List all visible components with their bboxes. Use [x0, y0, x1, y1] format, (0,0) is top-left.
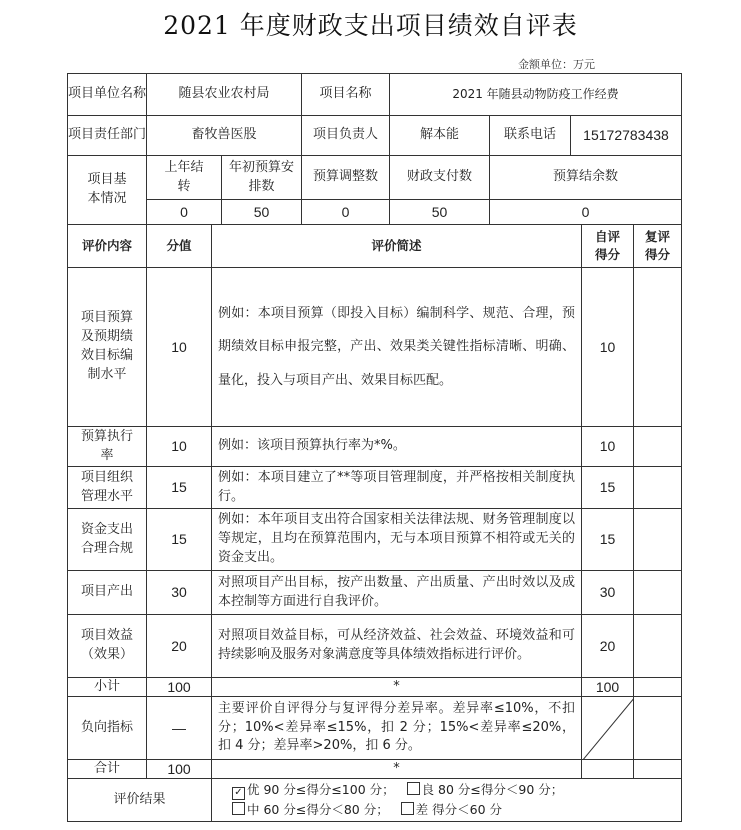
page-title: 2021 年度财政支出项目绩效自评表: [163, 11, 578, 40]
project-name-label: 项目名称: [301, 73, 390, 116]
basic-header-initial-budget: 年初预算安排数: [221, 155, 302, 200]
eval-row-summary: 例如：本项目建立了**等项目管理制度，并严格按相关制度执行。: [211, 466, 582, 509]
eval-row-summary: 对照项目效益目标，可从经济效益、社会效益、环境效益和可持续影响及服务对象满意度等具体绩效指标进行评价。: [211, 614, 582, 678]
basic-info-label: 项目基本情况: [67, 155, 147, 225]
eval-row-score: 10: [146, 426, 212, 467]
eval-row-summary: 例如：本项目预算（即投入目标）编制科学、规范、合理，预期绩效目标申报完整，产出、效果类关键性指标清晰、明确、量化，投入与项目产出、效果目标匹配。: [211, 267, 582, 427]
good-checkbox[interactable]: [407, 782, 420, 795]
eval-row-score: 20: [146, 614, 212, 678]
amount-unit-label: 金额单位：万元: [518, 58, 595, 71]
basic-value-carryover: 0: [146, 199, 222, 225]
result-good: 良 80 分≤得分＜90 分；: [421, 782, 564, 797]
eval-row-self-score: 20: [581, 614, 634, 678]
eval-row-content: 项目产出: [67, 570, 147, 615]
total-self-score: [581, 759, 634, 779]
negative-indicator-review-score: [633, 696, 682, 760]
eval-header-content: 评价内容: [67, 224, 147, 268]
project-unit-value: 随县农业农村局: [146, 73, 302, 116]
contact-phone-value: 15172783438: [570, 115, 682, 156]
result-excellent: 优 90 分≤得分≤100 分；: [247, 782, 395, 797]
eval-row-self-score: 15: [581, 466, 634, 509]
eval-header-review-score: 复评得分: [633, 224, 682, 268]
total-summary: *: [211, 759, 582, 779]
result-label: 评价结果: [67, 778, 212, 822]
eval-header-score: 分值: [146, 224, 212, 268]
eval-header-self-score: 自评得分: [581, 224, 634, 268]
diagonal-slash: [582, 697, 634, 760]
result-options: [211, 778, 682, 822]
project-name-value: 2021 年随县动物防疫工作经费: [389, 73, 682, 116]
medium-checkbox[interactable]: [232, 802, 245, 815]
project-unit-label: 项目单位名称: [67, 73, 147, 116]
subtotal-self-score: 100: [581, 677, 634, 697]
project-leader-label: 项目负责人: [301, 115, 390, 156]
total-label: 合计: [67, 759, 147, 779]
eval-row-review-score: [633, 508, 682, 571]
basic-value-adjustment: 0: [301, 199, 390, 225]
subtotal-label: 小计: [67, 677, 147, 697]
eval-row-content: 项目预算及预期绩效目标编制水平: [67, 267, 147, 427]
eval-row-self-score: 10: [581, 267, 634, 427]
project-leader-value: 解本能: [389, 115, 490, 156]
basic-header-balance: 预算结余数: [489, 155, 682, 200]
basic-header-paid: 财政支付数: [389, 155, 490, 200]
negative-indicator-label: 负向指标: [67, 696, 147, 760]
eval-row-review-score: [633, 267, 682, 427]
eval-row-self-score: 30: [581, 570, 634, 615]
total-score: 100: [146, 759, 212, 779]
negative-indicator-score: —: [146, 696, 212, 760]
negative-indicator-summary: 主要评价自评得分与复评得分差异率。差异率≤10%，不扣分；10%<差异率≤15%，扣 2 分；15%<差异率≤20%，扣 4 分；差异率>20%，扣 6 分。: [211, 696, 582, 760]
eval-row-content: 项目组织管理水平: [67, 466, 147, 509]
eval-row-content: 项目效益（效果）: [67, 614, 147, 678]
eval-row-summary: 对照项目产出目标，按产出数量、产出质量、产出时效以及成本控制等方面进行自我评价。: [211, 570, 582, 615]
eval-row-score: 15: [146, 508, 212, 571]
eval-row-review-score: [633, 570, 682, 615]
eval-row-self-score: 10: [581, 426, 634, 467]
negative-indicator-self-score: [581, 696, 634, 760]
basic-header-carryover: 上年结转: [146, 155, 222, 200]
subtotal-score: 100: [146, 677, 212, 697]
basic-value-balance: 0: [489, 199, 682, 225]
basic-header-adjustment: 预算调整数: [301, 155, 390, 200]
eval-row-score: 15: [146, 466, 212, 509]
eval-row-content: 预算执行率: [67, 426, 147, 467]
contact-phone-label: 联系电话: [489, 115, 571, 156]
eval-row-summary: 例如：本年项目支出符合国家相关法律法规、财务管理制度以等规定，且均在预算范围内，无与本项目预算不相符或无关的资金支出。: [211, 508, 582, 571]
subtotal-summary: *: [211, 677, 582, 697]
eval-row-review-score: [633, 426, 682, 467]
eval-header-summary: 评价简述: [211, 224, 582, 268]
basic-value-paid: 50: [389, 199, 490, 225]
basic-value-initial-budget: 50: [221, 199, 302, 225]
eval-row-score: 30: [146, 570, 212, 615]
eval-row-review-score: [633, 466, 682, 509]
responsible-dept-value: 畜牧兽医股: [146, 115, 302, 156]
poor-checkbox[interactable]: [401, 802, 414, 815]
result-poor: 差 得分＜60 分: [415, 802, 502, 817]
subtotal-review-score: [633, 677, 682, 697]
eval-row-score: 10: [146, 267, 212, 427]
excellent-checkbox[interactable]: ✓: [232, 787, 245, 800]
responsible-dept-label: 项目责任部门: [67, 115, 147, 156]
eval-row-content: 资金支出合理合规: [67, 508, 147, 571]
result-medium: 中 60 分≤得分＜80 分；: [247, 802, 389, 817]
eval-row-self-score: 15: [581, 508, 634, 571]
eval-row-summary: 例如：该项目预算执行率为*%。: [211, 426, 582, 467]
total-review-score: [633, 759, 682, 779]
eval-row-review-score: [633, 614, 682, 678]
